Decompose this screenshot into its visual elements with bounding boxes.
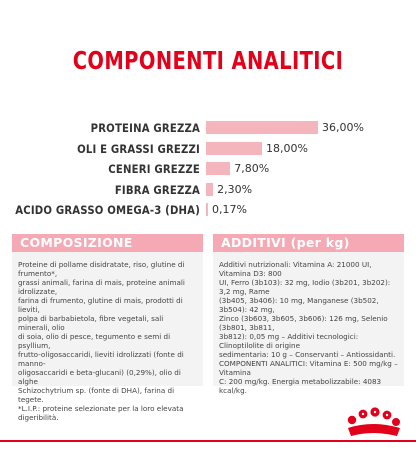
value-bar xyxy=(206,162,230,175)
composition-text: Proteine di pollame disidratate, riso, glutine di frumento*, grassi animali, farina di mais, proteine animali idrolizzate, farina di frumento, glutine di mais, prodotti di lieviti, polpa di barbabietola, fibre vegetali, sali minerali, olio di soia, olio di pesce, tegumento e semi di psyllium, frutto-oligosaccaridi, lieviti idrolizzati (fonte di manno- oligosaccaridi e beta-glucani) (0,29%), olio di alghe Schizochytrium sp. (fonte di DHA), farina di tegete. *L.I.P.: proteine selezionate per la loro elevata digeribilità. xyxy=(18,260,185,422)
row-label: PROTEINA GREZZA xyxy=(90,121,200,135)
row-label: FIBRA GREZZA xyxy=(114,182,200,197)
value-label: 7,80% xyxy=(234,162,270,175)
value-bar xyxy=(206,203,208,216)
row-label: ACIDO GRASSO OMEGA-3 (DHA) xyxy=(15,203,201,217)
page-title: COMPONENTI ANALITICI xyxy=(72,46,344,75)
composition-panel xyxy=(12,234,203,422)
value-label: 18,00% xyxy=(266,141,308,155)
additives-panel xyxy=(213,234,404,395)
bottom-divider xyxy=(0,440,416,442)
value-bar xyxy=(206,121,318,134)
value-label: 36,00% xyxy=(322,121,364,134)
row-label: OLI E GRASSI GREZZI xyxy=(77,141,200,156)
value-bar xyxy=(206,183,213,196)
value-label: 0,17% xyxy=(212,203,247,216)
additives-header: ADDITIVI (per kg) xyxy=(213,234,404,252)
value-label: 2,30% xyxy=(217,182,253,196)
additives-text: Additivi nutrizionali: Vitamina A: 21000 UI, Vitamina D3: 800 UI, Ferro (3b103): 32 mg, Iodio (3b201, 3b202): 3,2 mg, Rame (3b405, 3b406): 10 mg, Manganese (3b502, 3b504): 42 mg, Zinco (3b603, 3b605, 3b606): 126 mg, Selenio (3b801, 3b811, 3b812): 0,05 mg – Additivi tecnologici: Clinoptilolite di origine sedimentaria: 10 g – Conservanti – Antiossidanti. COMPONENTI ANALITICI: Vitamina E: 500 mg/kg – Vitamina C: 200 mg/kg. Energia metabolizzabile: 4083 kcal/kg. xyxy=(219,260,398,395)
row-label: CENERI GREZZE xyxy=(108,162,200,176)
composition-header: COMPOSIZIONE xyxy=(12,234,203,252)
value-bar xyxy=(206,142,262,155)
